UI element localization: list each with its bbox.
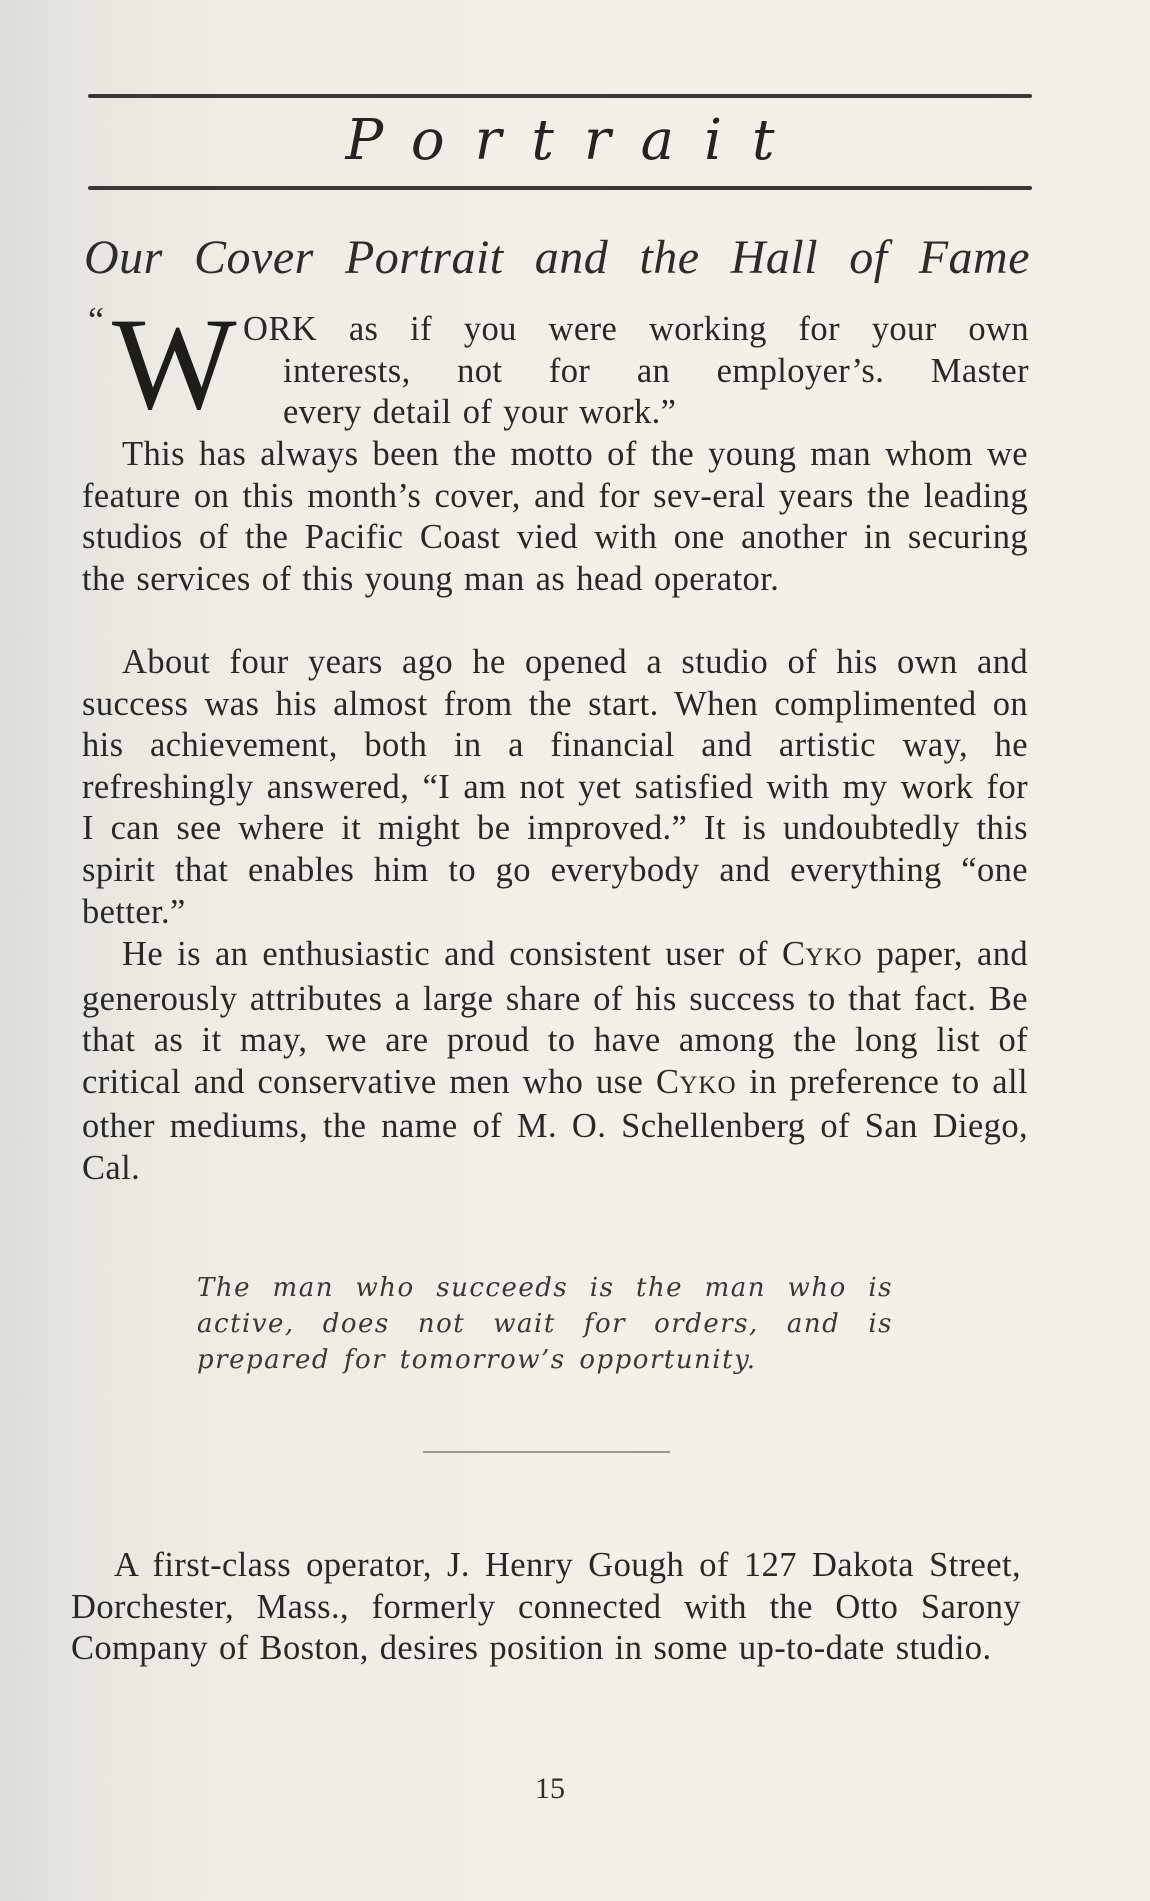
section-separator (423, 1451, 670, 1453)
header-rule-bottom (88, 186, 1032, 190)
brand-name (656, 1063, 737, 1101)
motto-line-2: interests, not for an employer’s. Master (283, 352, 1029, 390)
notice-text: A first-class operator, J. Henry Gough of 127 Dakota Street, Dorchester, Mass., formerly connected with the Otto Sarony Company of Boston, desires position in some up-to-date studio. (71, 1546, 1021, 1668)
section-title: Portrait (345, 108, 805, 173)
article-paragraph-1 (82, 434, 1028, 600)
brand-initial: C (655, 1062, 680, 1101)
brand-initial: C (782, 935, 806, 973)
header-rule-top (88, 94, 1032, 98)
paragraph-text: About four years ago he opened a studio of his own and success was his almost from the start. When complimented on his achievement, both in a financial and artistic way, he refreshingly answered, “I am not yet satisfied with my work for I can see where it might be improved.” It is undoubtedly this spirit that enables him to go everybody and everything “one better.” (82, 643, 1028, 931)
epigraph-quote: The man who succeeds is the man who is active, does not wait for orders, and is prepared for tomorrow’s opportunity. (197, 1273, 893, 1375)
drop-cap: W (112, 290, 237, 437)
motto-line-1: ORK as if you were working for your own (243, 310, 1029, 348)
brand-rest: YKO (805, 944, 863, 971)
motto-line-3: every detail of your work.” (283, 393, 677, 431)
motto-open-quote: “ (88, 300, 104, 340)
paragraph-text-part: He is an enthusiastic and consistent user of (122, 935, 782, 973)
brand-rest: YKO (679, 1071, 737, 1099)
article-heading: Our Cover Portrait and the Hall of Fame (84, 231, 1030, 284)
paragraph-text (82, 934, 1028, 1190)
notice-paragraph (71, 1545, 1021, 1670)
paragraph-text: This has always been the motto of the young man whom we feature on this month’s cover, and for sev-eral years the leading studios of the Pacific Coast vied with one another in securing the services of this young man as head operator. (82, 435, 1028, 598)
article-paragraph-2 (82, 642, 1028, 933)
paragraph-text-part: in preference to all other mediums, the name of M. O. Schellenberg of San Diego, Cal. (82, 1062, 1028, 1187)
brand-name (782, 935, 863, 973)
article-paragraph-3 (82, 934, 1028, 1190)
page-number: 15 (535, 1772, 565, 1805)
paragraph-text-part: paper, and generously attributes a large share of his success to that fact. Be that as it may, we are proud to have among the long list of critical and conservative men who use (82, 935, 1028, 1101)
